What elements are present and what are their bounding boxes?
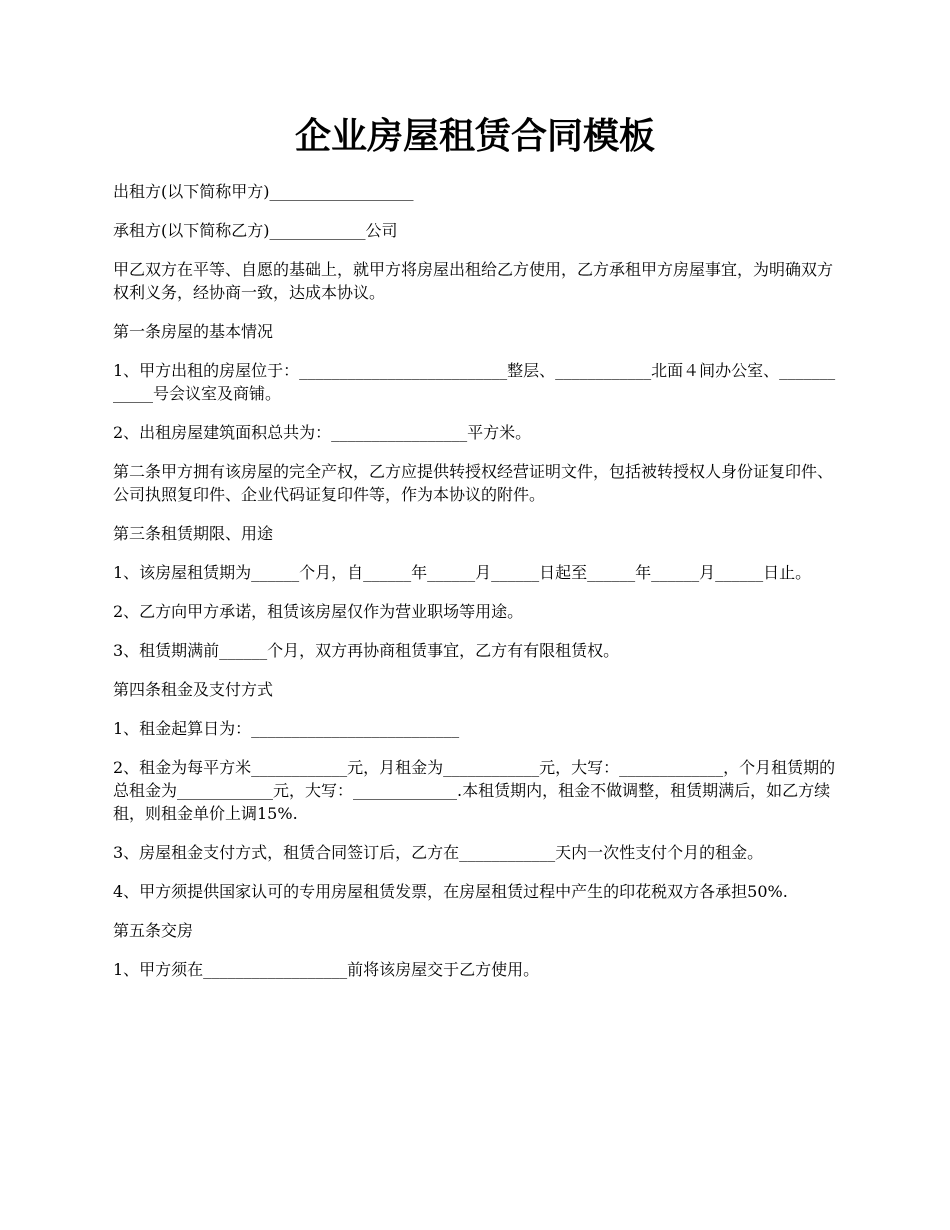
- article-1-clause-1: 1、甲方出租的房屋位于：__________________________整层、____________北面４间办公室、____________号会议室及商铺。: [113, 361, 836, 403]
- article-3-clause-1: 1、该房屋租赁期为______个月，自______年______月______日起至______年______月______日止。: [113, 563, 812, 582]
- article-5-clause-1: 1、甲方须在__________________前将该房屋交于乙方使用。: [113, 960, 540, 979]
- document-title: 企业房屋租赁合同模板: [294, 115, 655, 157]
- article-4-clause-2: 2、租金为每平方米____________元，月租金为____________元，大写：_____________，个月租赁期的总租金为____________元，大写：_____________.本租赁期内，租金不做调整，租赁期满后，如乙方续租，则租金单价上调15%.: [113, 758, 836, 823]
- document-body: [113, 180, 838, 997]
- article-3-heading: 第三条租赁期限、用途: [113, 524, 274, 543]
- article-4-clause-3: 3、房屋租金支付方式，租赁合同签订后，乙方在____________天内一次性支付个月的租金。: [113, 843, 764, 862]
- article-4-heading: 第四条租金及支付方式: [113, 680, 274, 699]
- article-3-clause-3: 3、租赁期满前______个月，双方再协商租赁事宜，乙方有有限租赁权。: [113, 641, 620, 660]
- article-2-paragraph: 第二条甲方拥有该房屋的完全产权，乙方应提供转授权经营证明文件，包括被转授权人身份证复印件、公司执照复印件、企业代码证复印件等，作为本协议的附件。: [113, 462, 834, 504]
- article-3-clause-2: 2、乙方向甲方承诺，租赁该房屋仅作为营业职场等用途。: [113, 602, 524, 621]
- lessor-line: 出租方(以下简称甲方)__________________: [113, 182, 414, 201]
- preamble-paragraph: 甲乙双方在平等、自愿的基础上，就甲方将房屋出租给乙方使用，乙方承租甲方房屋事宜，为明确双方权利义务，经协商一致，达成本协议。: [113, 260, 834, 302]
- article-4-clause-1: 1、租金起算日为：__________________________: [113, 719, 460, 738]
- article-1-heading: 第一条房屋的基本情况: [113, 322, 274, 341]
- article-4-clause-4: 4、甲方须提供国家认可的专用房屋租赁发票，在房屋租赁过程中产生的印花税双方各承担50%.: [113, 882, 788, 901]
- article-1-clause-2: 2、出租房屋建筑面积总共为：_________________平方米。: [113, 423, 532, 442]
- article-5-heading: 第五条交房: [113, 921, 194, 940]
- lessee-line: 承租方(以下简称乙方)____________公司: [113, 221, 398, 240]
